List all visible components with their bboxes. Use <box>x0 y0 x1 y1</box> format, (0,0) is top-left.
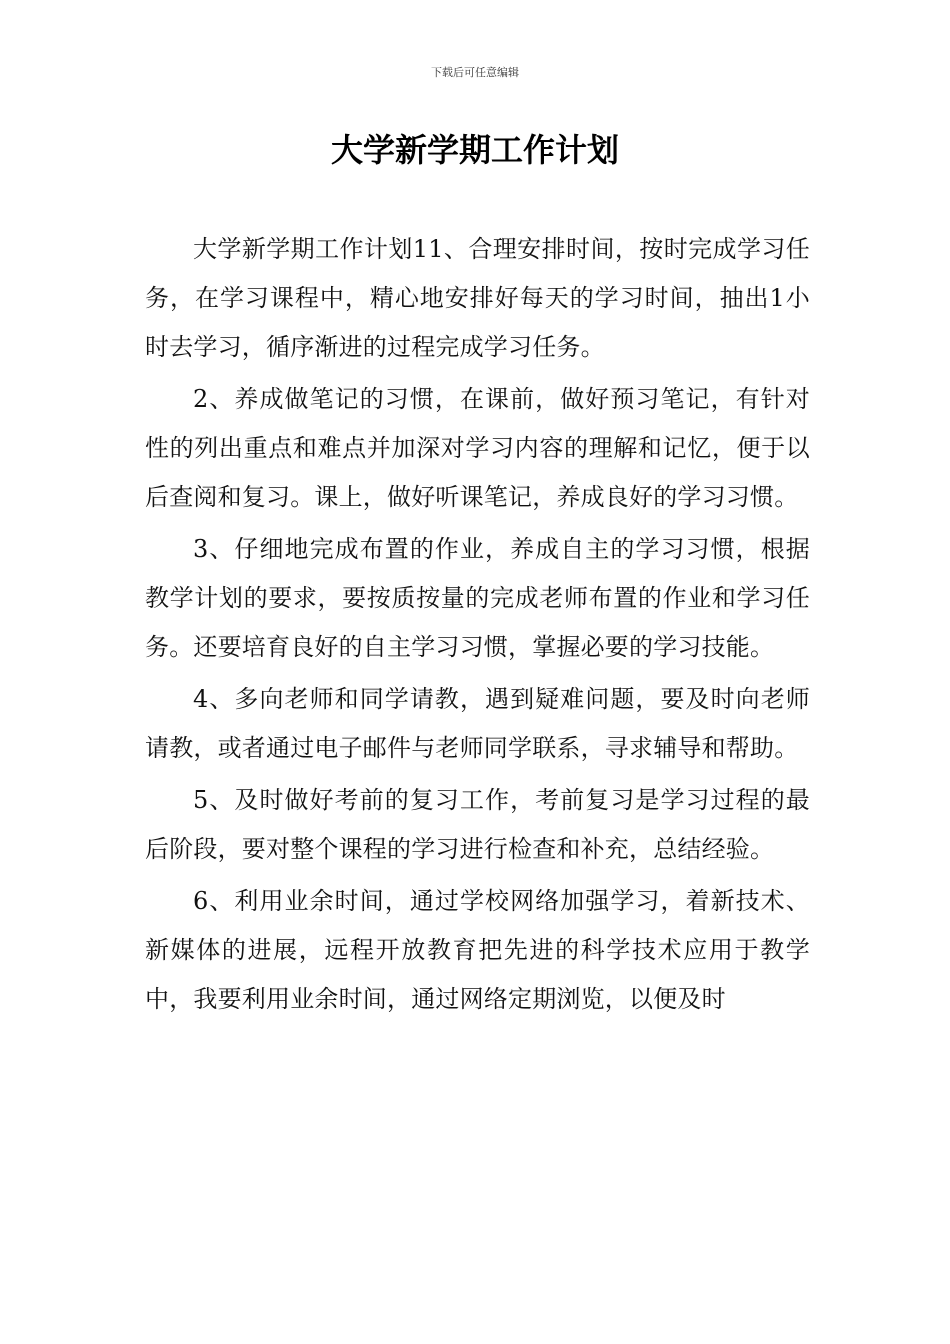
document-title: 大学新学期工作计划 <box>330 131 619 169</box>
paragraph-3: 3、仔细地完成布置的作业，养成自主的学习习惯，根据教学计划的要求，要按质按量的完成老师布置的作业和学习任务。还要培育良好的自主学习习惯，掌握必要的学习技能。 <box>145 535 810 661</box>
paragraph-6: 6、利用业余时间，通过学校网络加强学习，着新技术、新媒体的进展，远程开放教育把先进的科学技术应用于教学中，我要利用业余时间，通过网络定期浏览，以便及时 <box>145 887 810 1013</box>
header-note: 下载后可任意编辑 <box>431 66 519 79</box>
paragraph-2: 2、养成做笔记的习惯，在课前，做好预习笔记，有针对性的列出重点和难点并加深对学习内容的理解和记忆，便于以后查阅和复习。课上，做好听课笔记，养成良好的学习习惯。 <box>145 385 810 511</box>
paragraph-1: 大学新学期工作计划11、合理安排时间，按时完成学习任务，在学习课程中，精心地安排好每天的学习时间，抽出1小时去学习，循序渐进的过程完成学习任务。 <box>145 235 810 361</box>
paragraph-5: 5、及时做好考前的复习工作，考前复习是学习过程的最后阶段，要对整个课程的学习进行检查和补充，总结经验。 <box>145 786 810 863</box>
document-body <box>145 225 810 1024</box>
paragraph-4: 4、多向老师和同学请教，遇到疑难问题，要及时向老师请教，或者通过电子邮件与老师同学联系，寻求辅导和帮助。 <box>145 685 810 762</box>
